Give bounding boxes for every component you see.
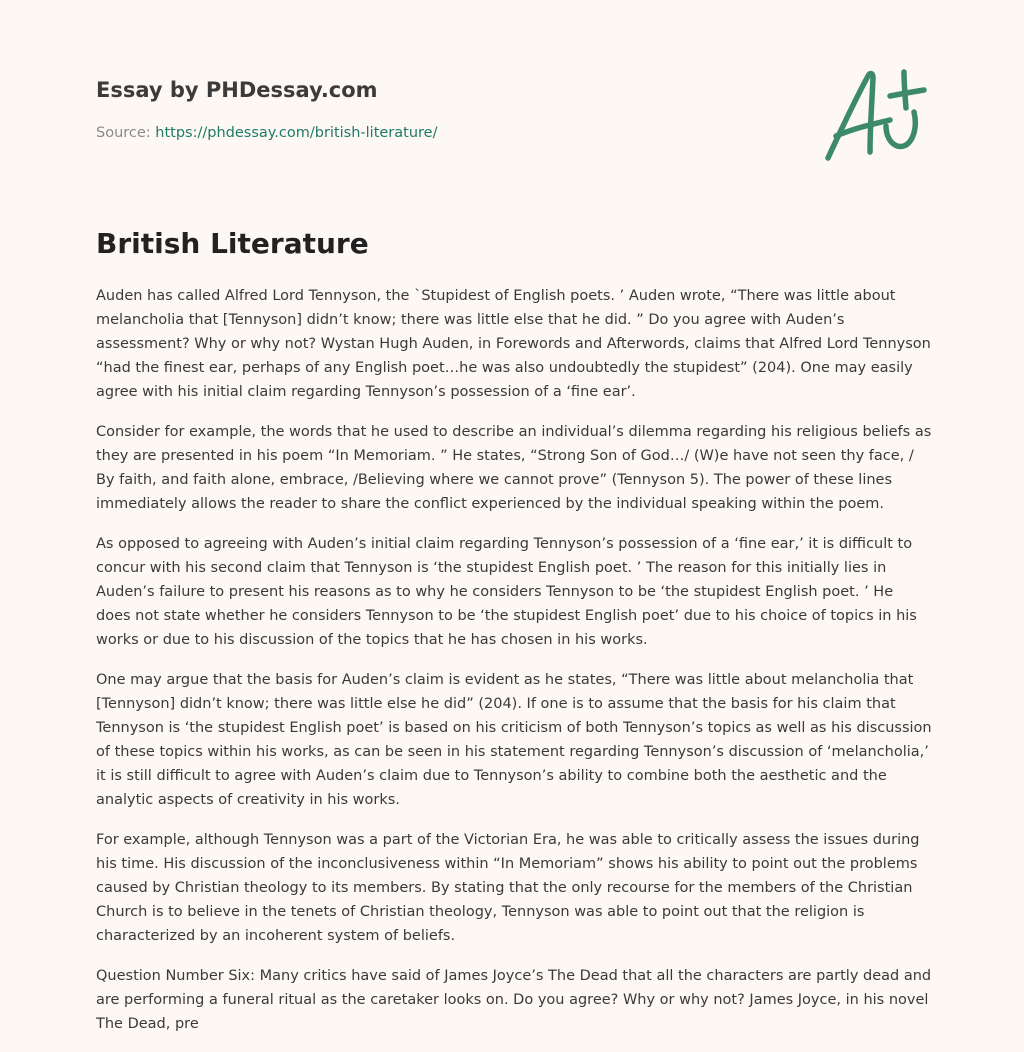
site-title: Essay by PHDessay.com <box>96 78 378 102</box>
paragraph: One may argue that the basis for Auden’s claim is evident as he states, “There was little about melancholia that [Tennyson] didn’t know; there was little else he did” (204). If one is to assume that the basis for his claim that Tennyson is ‘the stupidest English poet’ is based on his criticism of both Tennyson’s topics as well as his discussion of these topics within his works, as can be seen in his statement regarding Tennyson’s discussion of ‘melancholia,’ it is still difficult to agree with Auden’s claim due to Tennyson’s ability to combine both the aesthetic and the analytic aspects of creativity in his works. <box>96 672 932 808</box>
paragraph: Consider for example, the words that he used to describe an individual’s dilemma regarding his religious beliefs as they are presented in his poem “In Memoriam. ” He states, “Strong Son of God…/ (W)e have not seen thy face, / By faith, and faith alone, embrace, /Believing where we cannot prove” (Tennyson 5). The power of these lines immediately allows the reader to share the conflict experienced by the individual speaking within the poem. <box>96 424 932 512</box>
essay-header <box>96 74 796 143</box>
essay-title: British Literature <box>96 227 369 260</box>
paragraph: Question Number Six: Many critics have said of James Joyce’s The Dead that all the characters are partly dead and are performing a funeral ritual as the caretaker looks on. Do you agree? Why or why not? James Joyce, in his novel The Dead, pre <box>96 968 932 1032</box>
paragraph: Auden has called Alfred Lord Tennyson, the `Stupidest of English poets. ’ Auden wrote, “There was little about melancholia that [Tennyson] didn’t know; there was little else that he did. ” Do you agree with Auden’s assessment? Why or why not? Wystan Hugh Auden, in Forewords and Afterwords, claims that Alfred Lord Tennyson “had the finest ear, perhaps of any English poet…he was also undoubtedly the stupidest” (204). One may easily agree with his initial claim regarding Tennyson’s possession of a ‘fine ear’. <box>96 288 931 400</box>
paragraph: For example, although Tennyson was a part of the Victorian Era, he was able to critically assess the issues during his time. His discussion of the inconclusiveness within “In Memoriam” shows his ability to point out the problems caused by Christian theology to its members. By stating that the only recourse for the members of the Christian Church is to believe in the tenets of Christian theology, Tennyson was able to point out that the religion is characterized by an incoherent system of beliefs. <box>96 832 920 944</box>
essay-body <box>96 284 932 1052</box>
source-link[interactable]: https://phdessay.com/british-literature/ <box>155 125 438 141</box>
source-label: Source: <box>96 125 156 141</box>
paragraph: As opposed to agreeing with Auden’s initial claim regarding Tennyson’s possession of a ‘fine ear,’ it is difficult to concur with his second claim that Tennyson is ‘the stupidest English poet. ’ The reason for this initially lies in Auden’s failure to present his reasons as to why he considers Tennyson to be ‘the stupidest English poet. ’ He does not state whether he considers Tennyson to be ‘the stupidest English poet’ due to his choice of topics in his works or due to his discussion of the topics that he has chosen in his works. <box>96 536 917 648</box>
source-line <box>96 123 796 143</box>
a-plus-grade-icon <box>820 64 930 168</box>
